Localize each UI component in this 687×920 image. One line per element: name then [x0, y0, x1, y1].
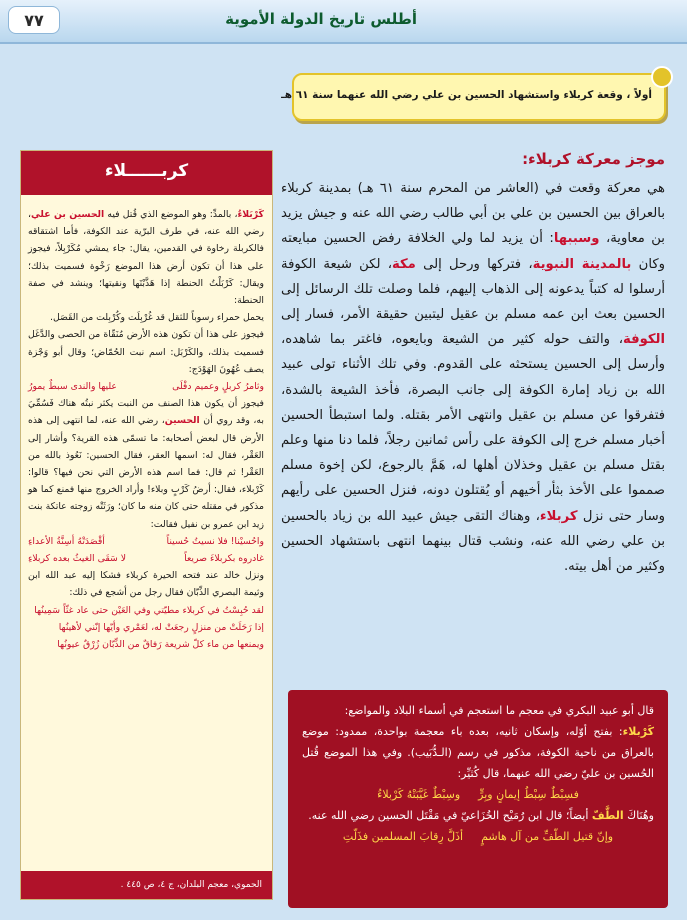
verse-hemistich: وسِبْطٌ غَيَّبَتْهُ كَرْبلاءُ: [377, 788, 461, 801]
verse-hemistich: واحُسيْنا! فلا نسيتُ حُسيناً: [166, 535, 264, 547]
sidebar-term: كَرْبَلاءُ: [237, 209, 264, 220]
place-name: كربلاء: [539, 508, 578, 524]
section-heading: أولاً ، وقعة كربلاء واستشهاد الحسين بن علي رضي الله عنهما سنة ٦١ هـ: [281, 89, 652, 101]
person-name: الحسين بن علي: [31, 209, 105, 220]
page-number: ٧٧: [8, 6, 60, 34]
sidebar-paragraph: [28, 395, 264, 533]
quote-text: أيضاً؛ قال ابن رُمَيْح الخُزَاعيّ في مَقْتَل الحسين رضي الله عنه.: [308, 809, 589, 822]
sidebar-verse: إذا رَحَلَتْ من منزلٍ رجعَتْ له، لعَمْري وأيّها إنّني لأهينُها: [58, 621, 264, 633]
sidebar-text: فيجوز أن يكون هذا الصنف من النبت يكثر نبتُه هناك فَسُمِّيَ به، وقد روي أن: [28, 398, 264, 427]
sidebar-verse: يحمل حمراء رسوباً للثقل قد غُرْبِلَت وكُرْبِلت من القَصَل.: [50, 312, 264, 324]
quote-term: كَرْبلاء: [622, 725, 654, 738]
quote-box: [288, 690, 668, 908]
sidebar-verse: [28, 550, 264, 567]
sidebar-verse: [28, 533, 264, 550]
article-text: ، وهناك التقى جيش عبيد الله بن زياد بالحسين بن علي رضي الله عنه، ونشب قتال بينهما انتهى باستشهاد الحسين وكثير من أهل بيته.: [281, 508, 665, 575]
section-heading-box: [281, 73, 666, 121]
place-name: مكة: [391, 256, 416, 272]
quote-verse: [302, 826, 654, 847]
quote-text: : بفتح أوّله، وإسكان ثانيه، بعده باء معجمة بواحدة، ممدود: موضع بالعراق من ناحية الكوفة، مذكور في رسم (الـدُّبَيب). وفي هذا الموضع قُتل الحُسين بن عليّ رضي الله عنهما، قال كُثيِّر:: [302, 725, 654, 780]
verse-hemistich: لا سَقَى الغيثُ بعده كربلاءِ: [28, 553, 127, 565]
person-name: الحسين: [164, 415, 200, 427]
verse-hemistich: فسِبْطٌ سِبْطُ إيمانٍ وبِرٍّ: [478, 788, 579, 801]
sidebar-box: [20, 150, 273, 900]
article-text: ، لكن شيعة الكوفة أرسلوا له كتباً يدعونه إلى الذهاب إليهم، فلما وصلت تلك الرسائل إلى الحسين بعث ابن عمه مسلم بن عقيل ليتبين حقيقة الأمر، فسار إلى: [281, 256, 665, 323]
sidebar-body: [28, 206, 264, 653]
book-title: أطلس تاريخ الدولة الأموية: [225, 10, 417, 28]
quote-intro: قال أبو عبيد البكري في معجم ما استعجم في أسماء البلاد والمواضع:: [344, 704, 654, 717]
sidebar-paragraph: [28, 206, 264, 309]
article-body: [281, 176, 665, 579]
quote-paragraph: [302, 805, 654, 826]
place-name: الكوفة: [622, 332, 665, 348]
verse-hemistich: وإنّ قتيل الطّفِّ من آل هاشمٍ: [481, 830, 614, 843]
sidebar-text: ، بالمدِّ: وهو الموضع الذي قُتل فيه: [107, 209, 238, 220]
verse-hemistich: أذَلَّ رِقابَ المسلمين فذَلّتِ: [342, 830, 464, 843]
sidebar-paragraph: ونزل خالد عند فتحه الحيرة كربلاء فشكا إليه عبد الله ابن وثيمة البصري الذِّبّان فقال رجل من أشجع في ذلك:: [28, 570, 264, 599]
article-text: ، والتف حوله كثير من الشيعة وبايعوه، فاغتر بما شاهده، وأرسل إلى الحسين يستحثه على القدوم. وفي تلك الأثناء تولى عبيد الله بن زياد إمارة الكوفة إلى جانب البصرة، فأخذ الشيعة بالشدة، فتفرقوا عن مسلم بن عقيل وانتهى الأمر بقتله. ولما استبطأ الحسين أخبار مسلم خرج إلى الكوفة على رأس ثمانين رجلاً، فلما دنا منها وعلم بقتل مسلم بن عقيل وخذلان أهلها له، هَمَّ بالرجوع، لكن إخوة مسلم صمموا على الأخذ بثأر أخيهم أو يُقتلون دونه، فنزل الحسين على رأيهم وسار حتى نزل: [281, 332, 665, 524]
article-keyword: وسببها: [553, 231, 600, 247]
quote-text: وهُنَاكَ: [627, 809, 654, 822]
sidebar-text: ، رضي الله عنه، لما انتهى إلى هذه الأرض قال لبعض أصحابه: ما تسمّى هذه القرية؟ وأشار إلى العَقْر، فقال له: اسمها العقر، فقال الحسين: نَعُوذ بالله من العَقْر! ثم قال: فما اسم هذه الأرض التي نحن فيها؟ قالوا: كَرْبلاء، فقال: أرضُ كَرْبٍ وبلاء! وأراد الخروج منها فمنع كما هو مذكور في مقتله حتى كان منه ما كان؛ ورَثَتْه زوجته عاتكة بنت زيد ابن عمرو بن نفيل فقالت:: [28, 415, 264, 530]
quote-term: الطَّفّ: [591, 809, 624, 822]
verse-hemistich: أقْصَدَتْهُ أسِنَّةُ الأعداءِ: [28, 535, 105, 547]
bullet-dot-icon: [651, 66, 673, 88]
sidebar-paragraph: فيجوز على هذا أن تكون هذه الأرض مُنَقّاة من الحصى والدَّغَل فسميت بذلك، والكَرْبَل: اسم نبت الحُمّاض؛ وقال أبو وَجْزة يصف عُهُونَ الهَوْدَج:: [28, 329, 264, 375]
sidebar-verse: ويمنعها من ماء كلّ شريعة رَفاقٌ من الذِّبّان زُرْقٌ عيونُها: [57, 639, 264, 651]
sidebar-verse: لقد حُبِسْتُ في كربلاء مطيّتي وفي العَيْن حتى عاد غثّاً سَمِينُها: [34, 604, 264, 616]
place-name: بالمدينة النبوية: [532, 256, 632, 272]
article-heading: موجز معركة كربلاء:: [522, 150, 665, 168]
verse-hemistich: غادروه بكربلاءَ صريعاً: [184, 553, 264, 565]
article-text: ، فتركها ورحل إلى: [423, 256, 533, 272]
verse-hemistich: وثامرُ كربلٍ وعميم دفْلَى: [172, 381, 264, 393]
article-text: هي معركة وقعت في (العاشر من المحرم سنة ٦١ هـ) بمدينة كربلاء بالعراق بين الحسين بن علي بن أبي طالب رضي الله عنه و جيش يزيد بن معاوية،: [281, 181, 665, 247]
sidebar-text: ، رضي الله عنه، في طرف البرّية عند الكوفة، فأما اشتقاقه فالكربلة رخاوة في القدمين، يقال: جاء يمشي مُكَرْبِلاً، فيجوز على هذا أن تكون أرض هذا الموضع رَخْوة فسميت بذلك؛ ويقال: كَرْبَلْتُ الحنطة إذا هَذَّبْتَها ونقيتها؛ وينشد في صفة الحنطة:: [28, 209, 264, 307]
sidebar-source: الحموي، معجم البلدان، ج ٤، ص ٤٤٥ .: [21, 871, 272, 899]
sidebar-verse: [28, 378, 264, 395]
article-text: : أن يزيد لما ولي الخلافة رفض الحسين مبايعته وكان: [281, 231, 665, 272]
quote-verse: [302, 784, 654, 805]
sidebar-title: كربــــــلاء: [104, 161, 189, 181]
quote-paragraph: [302, 721, 654, 784]
verse-hemistich: عليها والندى سبطٌ يمورُ: [28, 381, 117, 393]
